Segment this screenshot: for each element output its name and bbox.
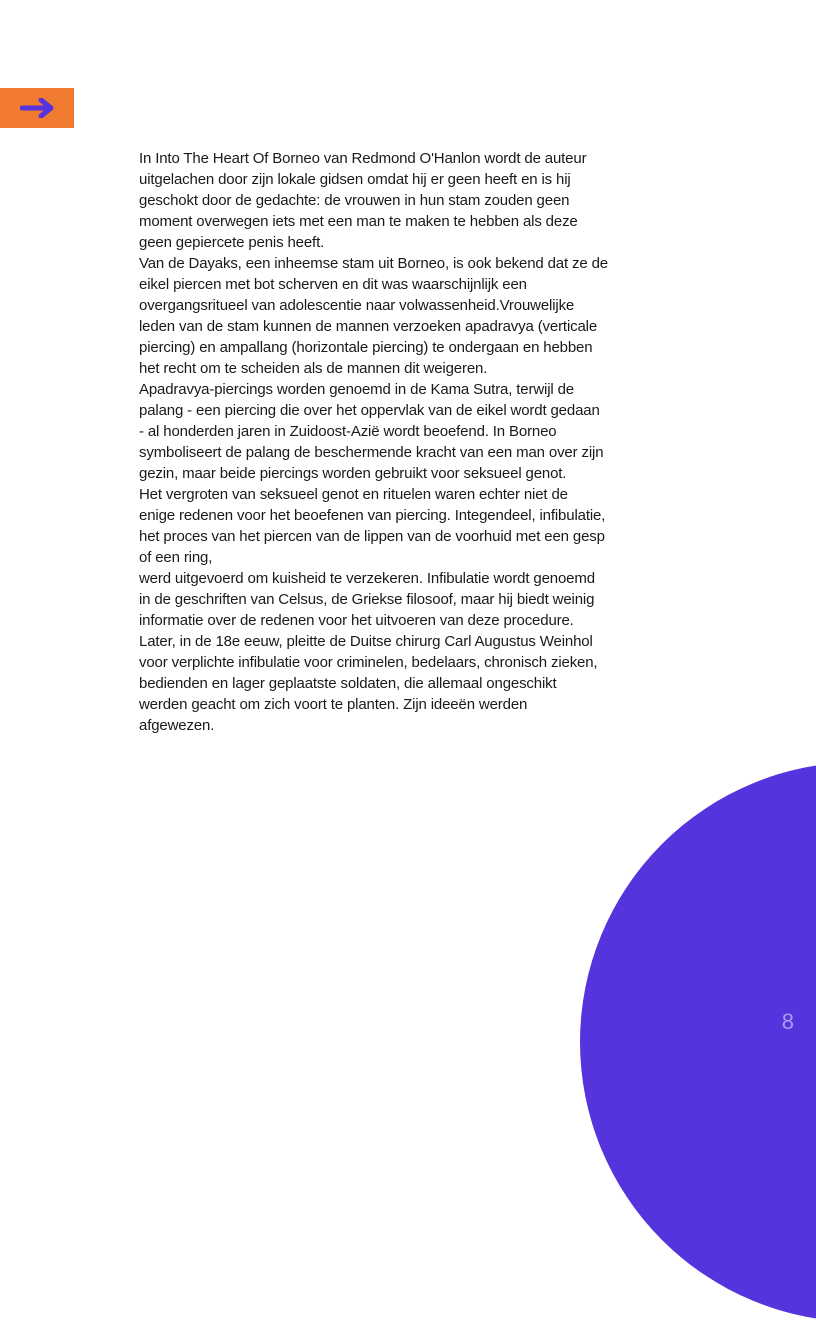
body-text-line: Het vergroten van seksueel genot en rituelen waren echter niet de (139, 486, 568, 503)
arrow-tab (0, 88, 74, 128)
body-text-line: eikel piercen met bot scherven en dit was waarschijnlijk een (139, 276, 527, 293)
arrow-right-icon (20, 98, 54, 118)
body-text-line: afgewezen. (139, 717, 215, 734)
body-text (139, 148, 691, 736)
body-text-line: symboliseert de palang de beschermende kracht van een man over zijn (139, 444, 604, 461)
body-text-line: werd uitgevoerd om kuisheid te verzekeren. Infibulatie wordt genoemd (139, 570, 595, 587)
body-text-line: Apadravya-piercings worden genoemd in de Kama Sutra, terwijl de (139, 381, 574, 398)
body-text-line: enige redenen voor het beoefenen van piercing. Integendeel, infibulatie, (139, 507, 606, 524)
body-text-line: werden geacht om zich voort te planten. Zijn ideeën werden (139, 696, 528, 713)
body-text-line: het recht om te scheiden als de mannen dit weigeren. (139, 360, 488, 377)
body-text-line: Van de Dayaks, een inheemse stam uit Borneo, is ook bekend dat ze de (139, 255, 608, 272)
body-text-line: uitgelachen door zijn lokale gidsen omdat hij er geen heeft en is hij (139, 171, 571, 188)
body-text-line: Later, in de 18e eeuw, pleitte de Duitse chirurg Carl Augustus Weinhol (139, 633, 593, 650)
decorative-circle (580, 762, 816, 1322)
body-text-line: of een ring, (139, 549, 213, 566)
body-text-line: in de geschriften van Celsus, de Griekse filosoof, maar hij biedt weinig (139, 591, 595, 608)
body-text-line: moment overwegen iets met een man te maken te hebben als deze (139, 213, 578, 230)
body-text-line: piercing) en ampallang (horizontale piercing) te ondergaan en hebben (139, 339, 593, 356)
body-text-line: het proces van het piercen van de lippen van de voorhuid met een gesp (139, 528, 605, 545)
body-text-line: overgangsritueel van adolescentie naar volwassenheid.Vrouwelijke (139, 297, 575, 314)
body-text-line: In Into The Heart Of Borneo van Redmond O'Hanlon wordt de auteur (139, 150, 587, 167)
body-text-line: gezin, maar beide piercings worden gebruikt voor seksueel genot. (139, 465, 567, 482)
body-text-line: geen gepiercete penis heeft. (139, 234, 325, 251)
body-text-line: bedienden en lager geplaatste soldaten, die allemaal ongeschikt (139, 675, 557, 692)
body-text-line: palang - een piercing die over het oppervlak van de eikel wordt gedaan (139, 402, 600, 419)
page-number: 8 (781, 1009, 794, 1034)
body-text-line: leden van de stam kunnen de mannen verzoeken apadravya (verticale (139, 318, 598, 335)
body-text-line: - al honderden jaren in Zuidoost-Azië wordt beoefend. In Borneo (139, 423, 557, 440)
body-text-line: informatie over de redenen voor het uitvoeren van deze procedure. (139, 612, 574, 629)
body-text-line: geschokt door de gedachte: de vrouwen in hun stam zouden geen (139, 192, 570, 209)
body-text-line: voor verplichte infibulatie voor criminelen, bedelaars, chronisch zieken, (139, 654, 598, 671)
